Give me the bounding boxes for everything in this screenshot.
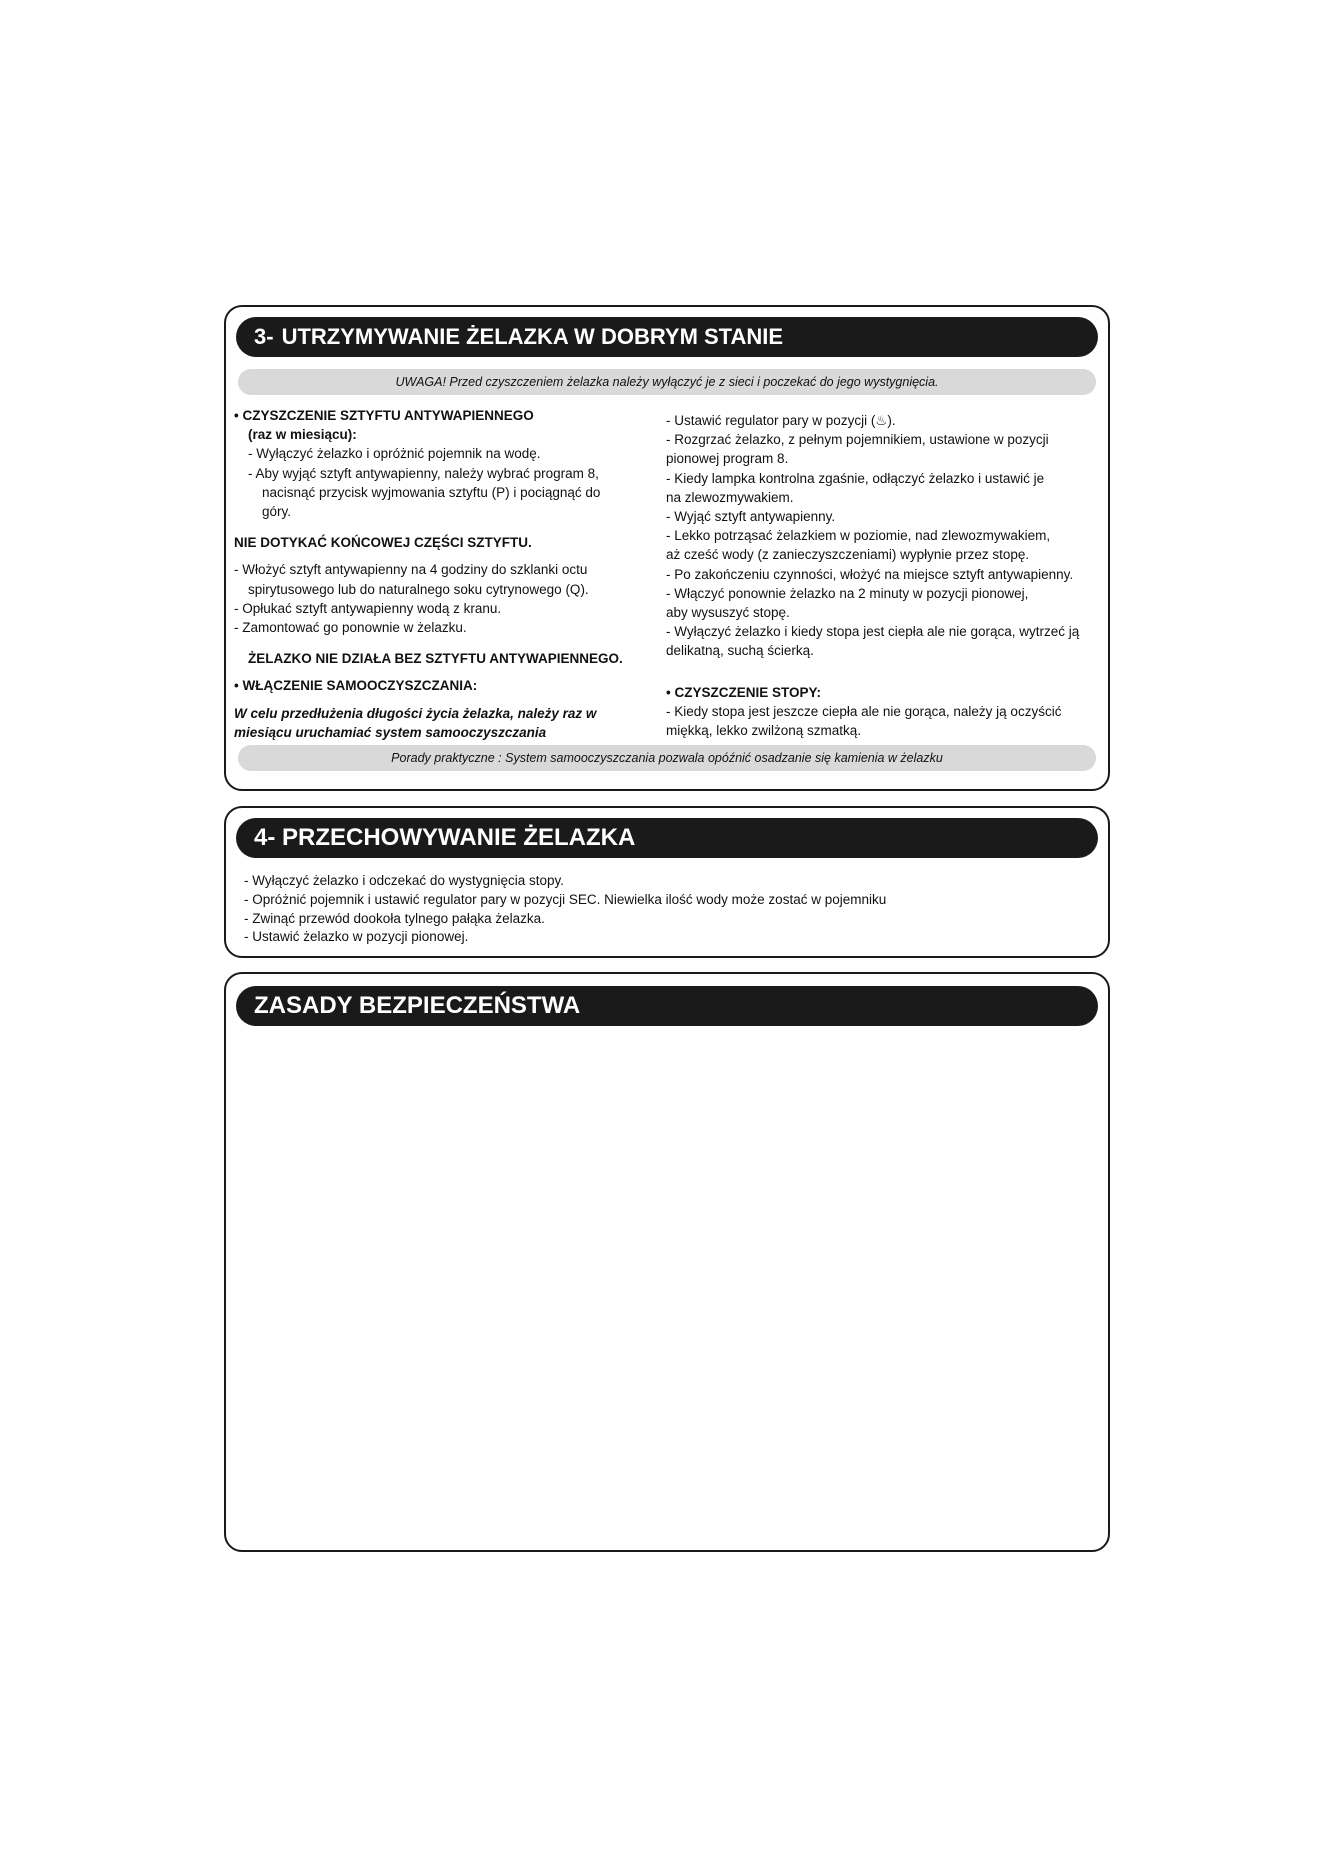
- warning-heading: ŻELAZKO NIE DZIAŁA BEZ SZTYFTU ANTYWAPIENNEGO.: [248, 651, 623, 667]
- text-line: delikatną, suchą ścierką.: [666, 643, 814, 659]
- text-line: - Wyłączyć żelazko i kiedy stopa jest ciepła ale nie gorąca, wytrzeć ją: [666, 624, 1080, 640]
- text-line: - Włożyć sztyft antywapienny na 4 godziny do szklanki octu: [234, 562, 588, 578]
- heading-descaling: • CZYSZCZENIE SZTYFTU ANTYWAPIENNEGO: [234, 408, 534, 423]
- text-line: - Rozgrzać żelazko, z pełnym pojemnikiem, ustawione w pozycji: [666, 432, 1049, 448]
- text-line: - Zamontować go ponownie w żelazku.: [234, 620, 467, 636]
- warning-heading: NIE DOTYKAĆ KOŃCOWEJ CZĘŚCI SZTYFTU.: [234, 535, 532, 551]
- italic-note: miesiącu uruchamiać system samooczyszczania: [234, 724, 547, 740]
- section-storage: [224, 806, 1110, 958]
- list-item: - Wyłączyć żelazko i odczekać do wystygnięcia stopy.: [244, 873, 564, 888]
- italic-note: W celu przedłużenia długości życia żelazka, należy raz w: [234, 705, 597, 721]
- heading-soleplate: • CZYSZCZENIE STOPY:: [666, 684, 821, 700]
- heading-frequency: (raz w miesiącu):: [248, 427, 357, 443]
- text-line: - Włączyć ponownie żelazko na 2 minuty w pozycji pionowej,: [666, 585, 1029, 601]
- text-line: - Po zakończeniu czynności, włożyć na miejsce sztyft antywapienny.: [666, 566, 1074, 582]
- tip-banner: Porady praktyczne : System samooczyszczania pozwala opóźnić osadzanie się kamienia w żelazku: [238, 745, 1096, 771]
- section-header: 4- PRZECHOWYWANIE ŻELAZKA: [236, 818, 1098, 858]
- text-line: - Wyjąć sztyft antywapienny.: [666, 509, 836, 525]
- list-item: - Zwinąć przewód dookoła tylnego pałąka żelazka.: [244, 910, 545, 926]
- text-line: aby wysuszyć stopę.: [666, 605, 790, 621]
- text-line: - Wyłączyć żelazko i opróżnić pojemnik na wodę.: [248, 446, 541, 462]
- text-line: pionowej program 8.: [666, 451, 789, 467]
- list-item: - Opróżnić pojemnik i ustawić regulator pary w pozycji SEC. Niewielka ilość wody może zostać w pojemniku: [244, 891, 887, 907]
- text-line: - Ustawić regulator pary w pozycji (♨).: [666, 413, 896, 428]
- text-line: - Aby wyjąć sztyft antywapienny, należy wybrać program 8,: [248, 465, 599, 481]
- left-column: [234, 406, 654, 742]
- section-safety: [224, 972, 1110, 1552]
- text-line: nacisnąć przycisk wyjmowania sztyftu (P) i pociągnąć do: [262, 484, 601, 500]
- section-title: UTRZYMYWANIE ŻELAZKA W DOBRYM STANIE: [281, 324, 784, 349]
- text-line: spirytusowego lub do naturalnego soku cytrynowego (Q).: [248, 581, 589, 597]
- text-line: miękką, lekko zwilżoną szmatką.: [666, 723, 862, 739]
- warning-banner: UWAGA! Przed czyszczeniem żelazka należy wyłączyć je z sieci i poczekać do jego wystygnięcia.: [238, 369, 1096, 395]
- text-line: aż cześć wody (z zanieczyszczeniami) wypłynie przez stopę.: [666, 547, 1030, 563]
- text-line: na zlewozmywakiem.: [666, 489, 794, 505]
- text-line: - Opłukać sztyft antywapienny wodą z kranu.: [234, 600, 502, 616]
- right-column: [666, 411, 1106, 740]
- section-maintenance: [224, 305, 1110, 791]
- section-number: 3-: [254, 324, 274, 349]
- text-line: - Lekko potrząsać żelazkiem w poziomie, nad zlewozmywakiem,: [666, 528, 1051, 544]
- text-line: - Kiedy stopa jest jeszcze ciepła ale nie gorąca, należy ją oczyścić: [666, 703, 1062, 719]
- storage-list: [244, 872, 886, 947]
- heading-selfclean: • WŁĄCZENIE SAMOOCZYSZCZANIA:: [234, 678, 478, 694]
- text-line: góry.: [262, 504, 292, 520]
- text-line: - Kiedy lampka kontrolna zgaśnie, odłączyć żelazko i ustawić je: [666, 470, 1045, 486]
- section-header: ZASADY BEZPIECZEŃSTWA: [236, 986, 1098, 1026]
- section-header: [236, 317, 1098, 357]
- list-item: - Ustawić żelazko w pozycji pionowej.: [244, 929, 469, 945]
